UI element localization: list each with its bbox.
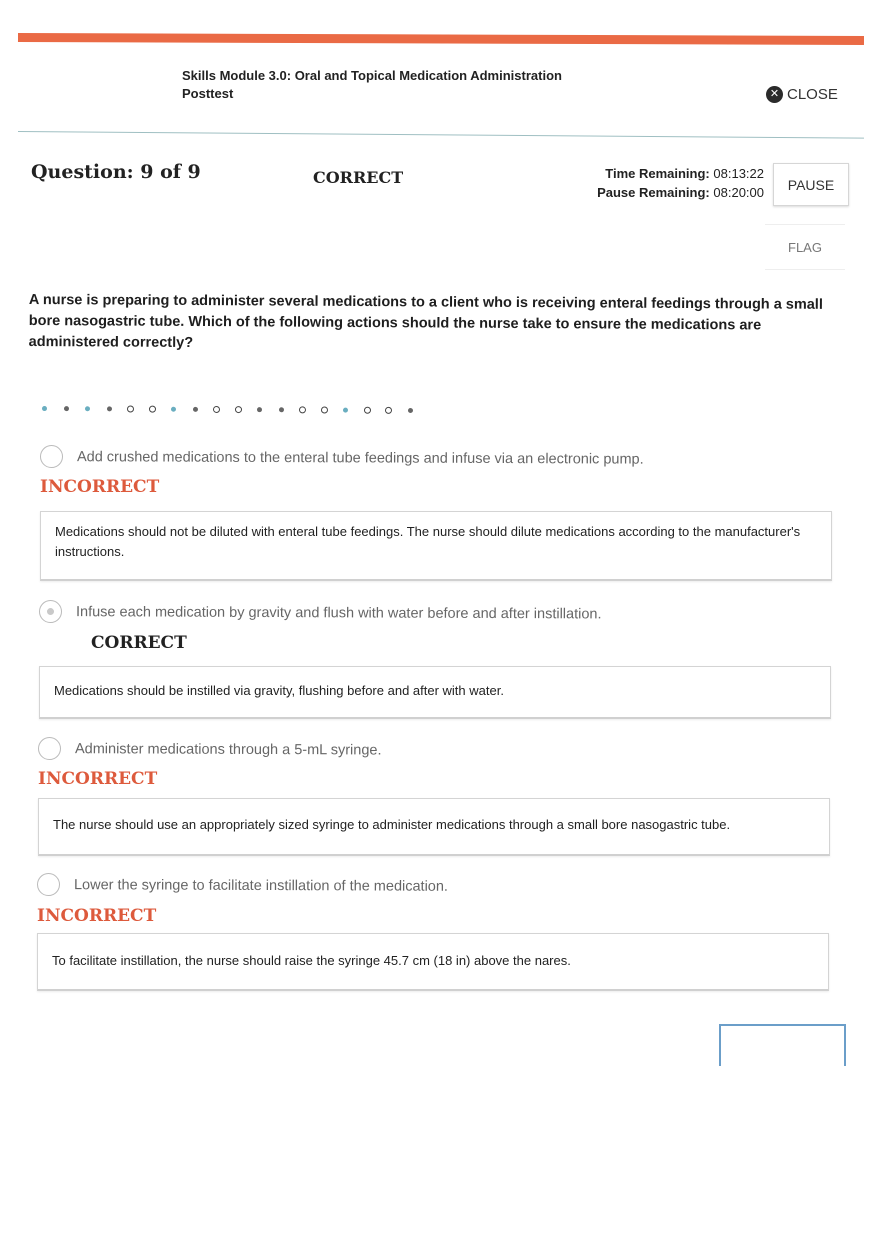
close-button[interactable]: [766, 86, 838, 103]
progress-dot: [184, 403, 206, 415]
radio-option-4[interactable]: [37, 873, 60, 896]
header-divider: [18, 131, 864, 139]
radio-option-1[interactable]: [40, 445, 63, 468]
radio-option-2[interactable]: [39, 600, 62, 623]
progress-dot: [98, 402, 120, 414]
option-feedback: Medications should not be diluted with enteral tube feedings. The nurse should dilute medications according to the manufacturer's instructions.: [40, 511, 832, 581]
progress-dot: [34, 402, 56, 414]
progress-dot: [399, 404, 421, 416]
progress-dot: [77, 402, 99, 414]
radio-option-3[interactable]: [38, 737, 61, 760]
option-feedback: The nurse should use an appropriately sized syringe to administer medications through a small bore nasogastric tube.: [38, 798, 830, 856]
option-verdict: CORRECT: [91, 633, 187, 653]
close-label: CLOSE: [787, 86, 838, 103]
module-header: [182, 67, 562, 103]
progress-dot: [313, 403, 335, 415]
top-accent-bar: [18, 33, 864, 45]
progress-dot: [227, 403, 249, 415]
option-text: Add crushed medications to the enteral tube feedings and infuse via an electronic pump.: [76, 448, 644, 468]
option-text: Lower the syringe to facilitate instillation of the medication.: [73, 876, 449, 895]
pause-button[interactable]: PAUSE: [773, 163, 849, 206]
time-remaining: Time Remaining: 08:13:22: [605, 166, 764, 181]
flag-button[interactable]: FLAG: [765, 224, 845, 270]
option-feedback: Medications should be instilled via gravity, flushing before and after with water.: [39, 666, 831, 719]
option-text: Infuse each medication by gravity and flush with water before and after instillation.: [75, 603, 602, 622]
module-title: Skills Module 3.0: Oral and Topical Medication Administration: [182, 68, 562, 83]
option-feedback: To facilitate instillation, the nurse should raise the syringe 45.7 cm (18 in) above the nares.: [37, 933, 829, 991]
pause-remaining: Pause Remaining: 08:20:00: [597, 185, 764, 200]
progress-dot: [120, 402, 142, 414]
progress-dot: [292, 403, 314, 415]
progress-dot: [141, 403, 163, 415]
option-verdict: INCORRECT: [37, 906, 157, 926]
option-verdict: INCORRECT: [38, 769, 158, 789]
timer: [566, 164, 764, 202]
option-text: Administer medications through a 5-mL syringe.: [74, 740, 382, 758]
progress-dot: [249, 403, 271, 415]
progress-dots: [34, 402, 421, 416]
close-icon: ✕: [766, 86, 783, 103]
progress-dot: [378, 404, 400, 416]
progress-dot: [356, 404, 378, 416]
next-button[interactable]: [719, 1024, 846, 1066]
test-name: Posttest: [182, 86, 234, 101]
question-result: CORRECT: [313, 168, 404, 187]
option-verdict: INCORRECT: [40, 477, 160, 497]
progress-dot: [335, 404, 357, 416]
progress-dot: [206, 403, 228, 415]
progress-dot: [163, 403, 185, 415]
question-counter: Question: 9 of 9: [31, 161, 201, 183]
progress-dot: [55, 402, 77, 414]
question-text: A nurse is preparing to administer several medications to a client who is receiving enteral feedings through a small bore nasogastric tube. Which of the following actions should the nurse take to ensure the medications are administered correctly?: [28, 291, 823, 352]
progress-dot: [270, 403, 292, 415]
